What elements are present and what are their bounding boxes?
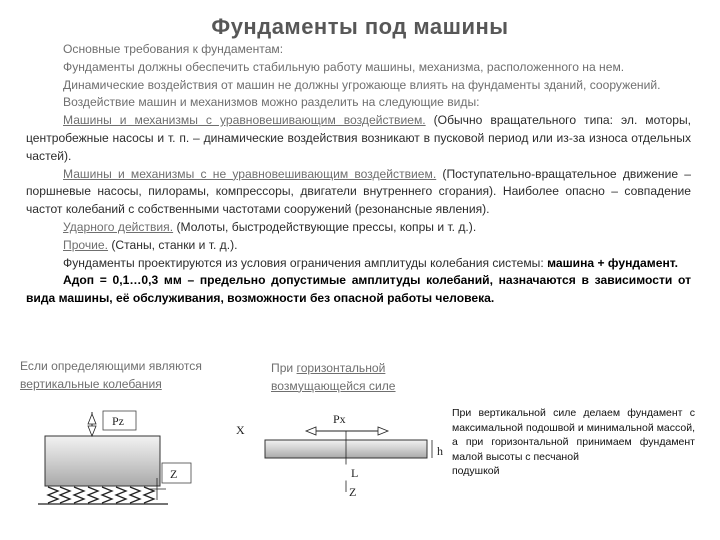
force-px-arrow-right	[378, 427, 388, 435]
horizontal-note-prefix: При	[271, 361, 297, 375]
unbalanced-description: (Поступательно-вращательное движение – поршневые насосы, пилорамы, компрессоры, двигатели внутреннего сгорания). Наиболее опасно – совпадение частот колебаний с собственными частотами сооружений (резонансные явления).	[26, 166, 692, 217]
impact-description: (Молоты, быстродействующие прессы, копры и т. д.).	[173, 219, 477, 234]
horizontal-note-word: горизонтальной	[296, 361, 386, 375]
paragraph-stability: Фундаменты должны обеспечить стабильную работу машины, механизма, расположенного на нем.	[63, 59, 625, 74]
other-description: (Станы, станки и т. д.).	[108, 237, 238, 252]
force-arrow-up	[88, 414, 96, 424]
paragraph-types-intro: Воздействие машин и механизмов можно разделить на следующие виды:	[63, 95, 480, 110]
paragraph-dynamic-effects: Динамические воздействия от машин не должны угрожающе влиять на фундаменты зданий, сооружений.	[63, 77, 661, 92]
height-label-h: h	[437, 444, 443, 458]
foundation-note-text: При вертикальной силе делаем фундамент с максимальной подошвой и минимальной массой, а при горизонтальной принимаем фундамент малой высоты с песчаной	[452, 407, 695, 463]
vertical-note-line1: Если определяющими являются	[20, 359, 202, 373]
requirements-heading: Основные требования к фундаментам:	[63, 42, 284, 56]
link-balanced-machines[interactable]: Машины и механизмы с уравновешивающим воздействием.	[63, 113, 426, 128]
foundation-note-last-line: подушкой	[452, 465, 500, 478]
foundation-block	[45, 436, 160, 486]
axis-label-z: Z	[170, 467, 178, 481]
diagram-vertical-vibration	[38, 411, 191, 504]
design-condition-bold: машина + фундамент.	[547, 255, 678, 270]
paragraph-amplitude: Адоп = 0,1…0,3 мм – предельно допустимые амплитуды колебаний, назначаются в зависимости от вида машины, её обслуживания, возможности без опасной работы человека.	[26, 273, 691, 306]
force-label-px: Px	[333, 412, 346, 426]
spring-supports	[48, 487, 154, 503]
force-px-arrow-left	[306, 427, 316, 435]
axis-label-x: X	[236, 423, 245, 437]
design-condition-text: Фундаменты проектируются из условия ограничения амплитуды колебания системы:	[63, 255, 548, 270]
link-other-machines[interactable]: Прочие.	[63, 237, 109, 252]
diagram-horizontal-force	[236, 412, 443, 499]
horizontal-note-line2: возмущающейся силе	[271, 378, 396, 393]
link-unbalanced-machines[interactable]: Машины и механизмы с не уравновешивающим воздействием.	[63, 166, 437, 181]
vertical-note-line2: вертикальные колебания	[20, 376, 162, 391]
page-title: Фундаменты под машины	[211, 14, 509, 39]
balanced-description: (Обычно вращательного типа: эл. моторы, центробежные насосы и т. п. – динамические воздействия возникают в пусковой период или из-за износа отдельных частей).	[26, 113, 691, 163]
length-label-l: L	[351, 466, 359, 480]
axis-label-z-right: Z	[349, 485, 357, 499]
link-impact-machines[interactable]: Ударного действия.	[63, 219, 174, 234]
force-label-pz: Pz	[112, 414, 124, 428]
force-arrow-down	[88, 426, 96, 436]
